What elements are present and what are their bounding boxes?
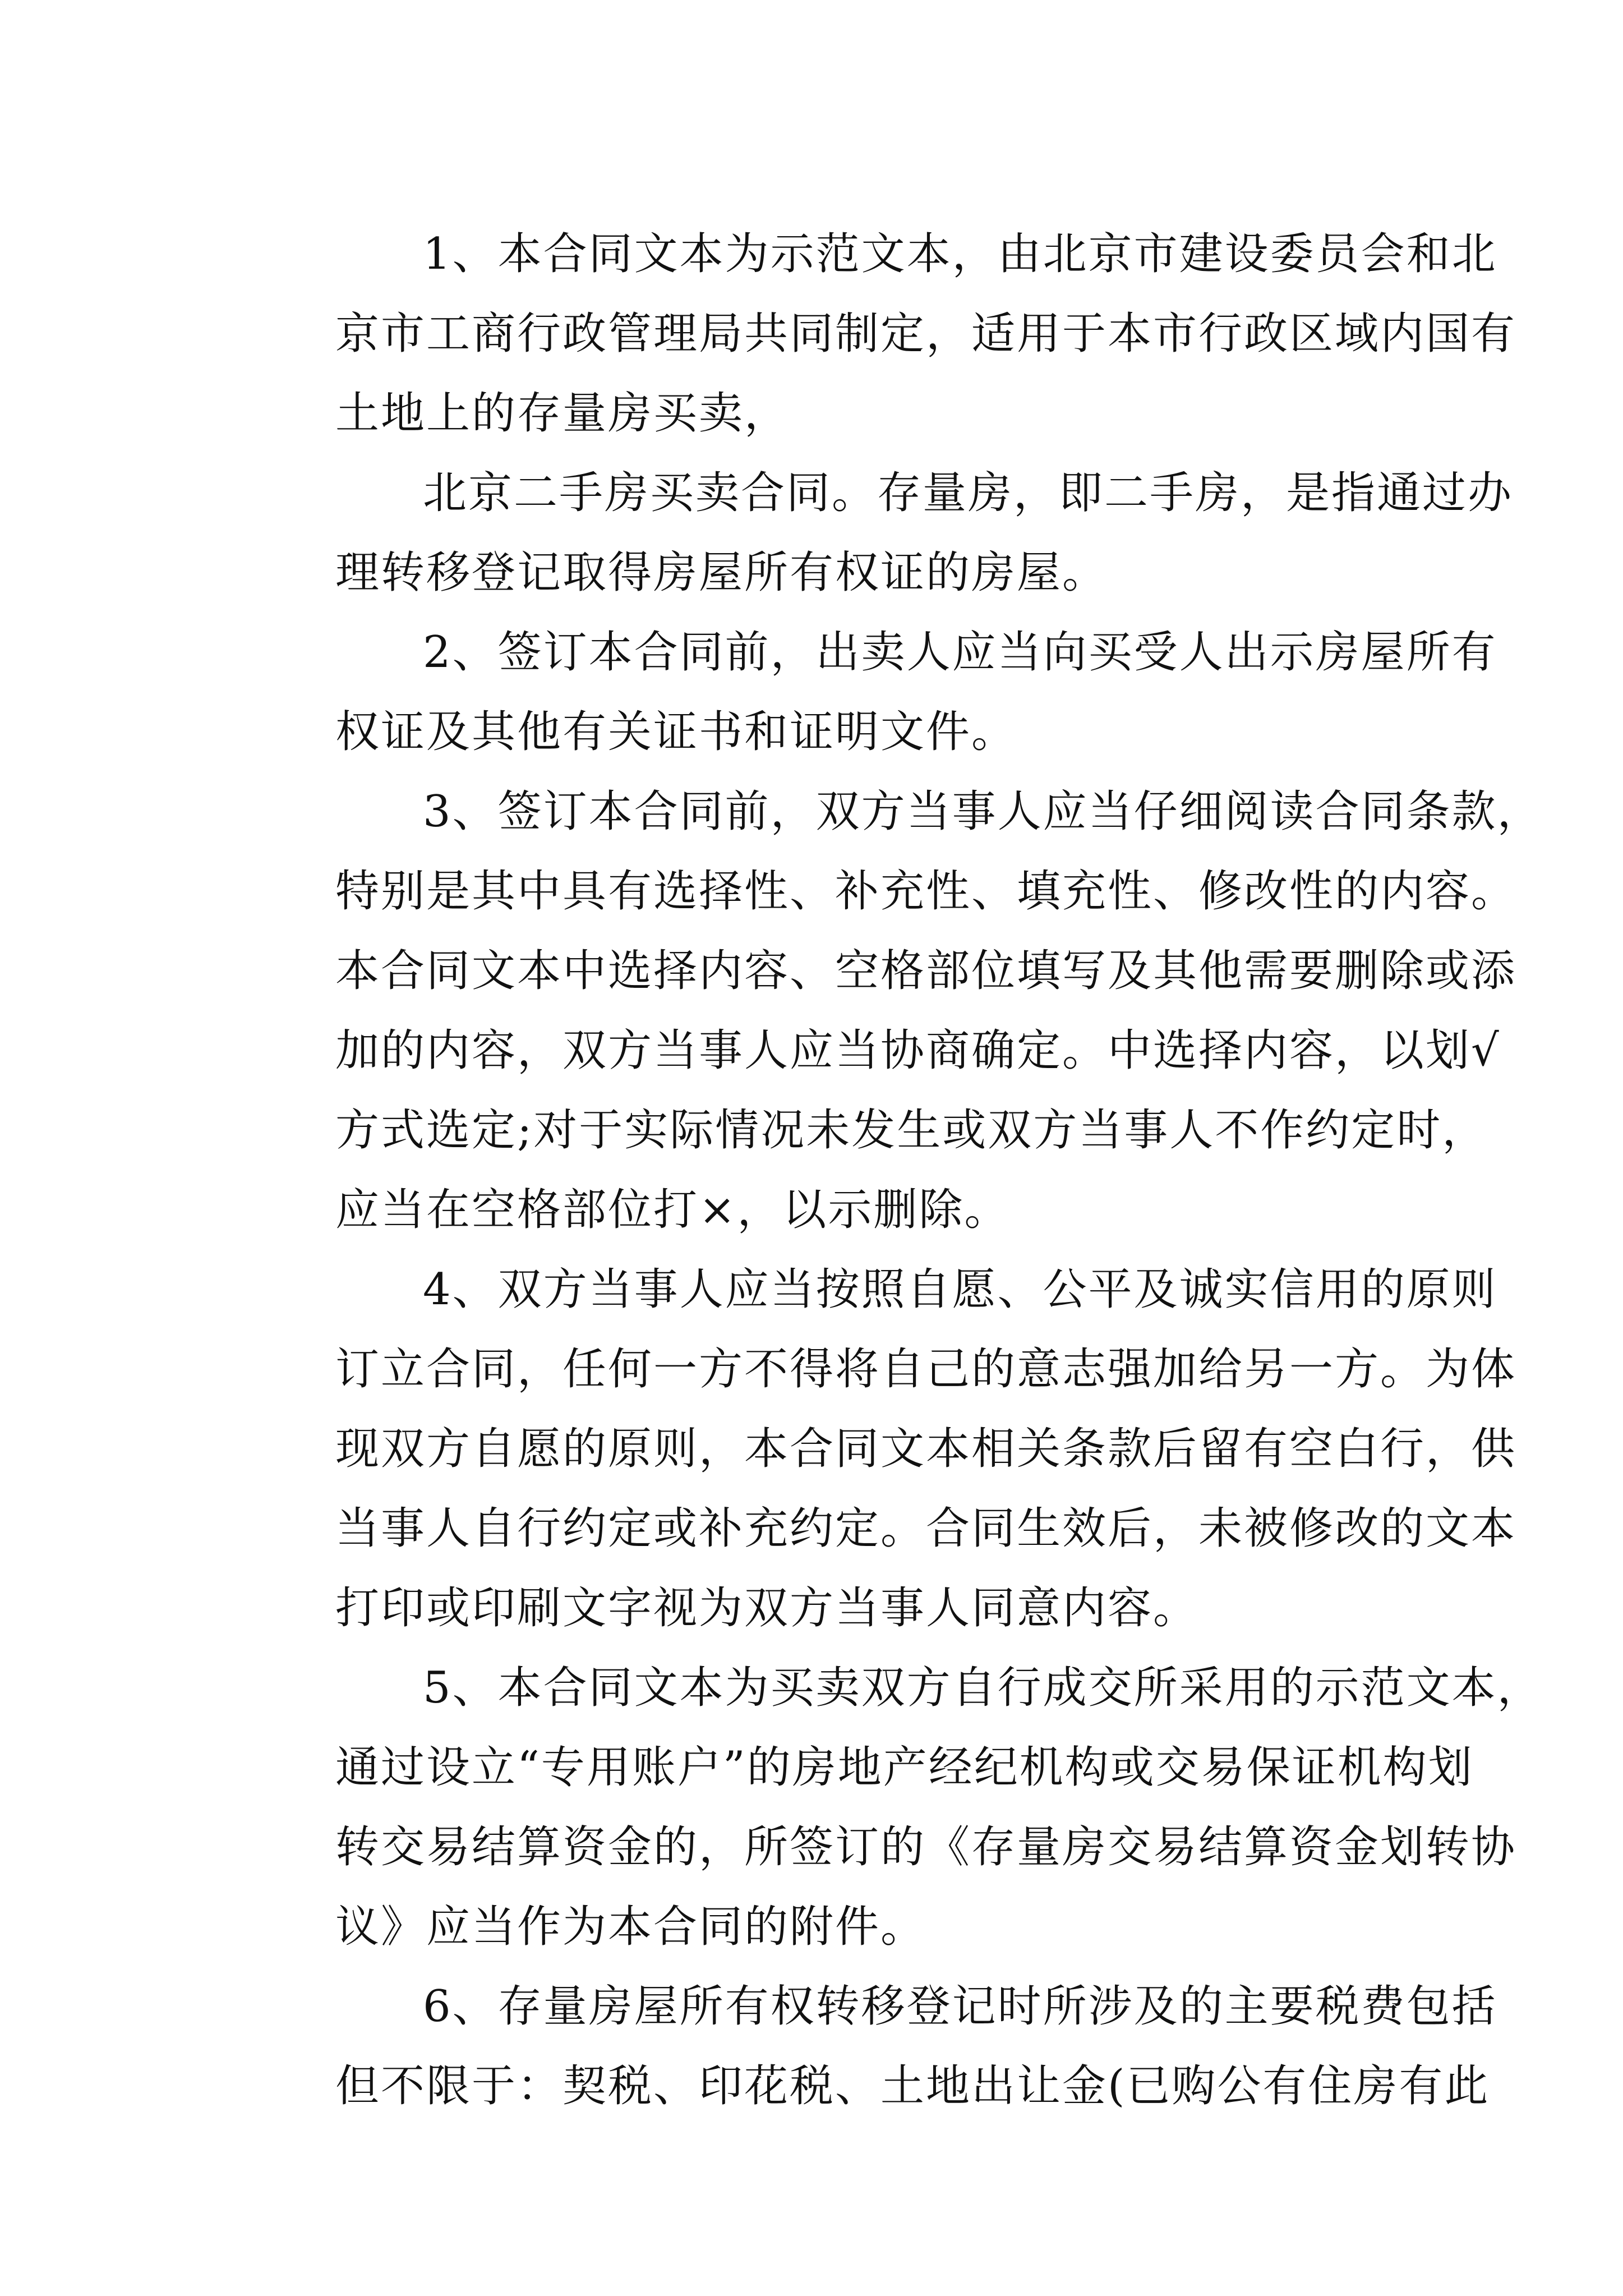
text-line: 1、本合同文本为示范文本，由北京市建设委员会和北 <box>423 229 1497 279</box>
text-line: 现双方自愿的原则，本合同文本相关条款后留有空白行，供 <box>335 1424 1517 1474</box>
paragraph-7 <box>248 1967 1497 2126</box>
text-line: 2、签订本合同前，出卖人应当向买受人出示房屋所有 <box>423 627 1497 678</box>
text-line: 6、存量房屋所有权转移登记时所涉及的主要税费包括 <box>423 1981 1497 2032</box>
document-body <box>248 214 1543 2126</box>
text-line: 应当在空格部位打×，以示删除。 <box>335 1185 1010 1235</box>
text-line: 议》应当作为本合同的附件。 <box>335 1902 926 1952</box>
paragraph-6 <box>248 1648 1543 1967</box>
text-line: 3、签订本合同前，双方当事人应当仔细阅读合同条款， <box>423 786 1543 837</box>
text-line: 5、本合同文本为买卖双方自行成交所采用的示范文本， <box>423 1663 1543 1713</box>
text-line: 京市工商行政管理局共同制定，适用于本市行政区域内国有 <box>335 309 1517 359</box>
text-line: 本合同文本中选择内容、空格部位填写及其他需要删除或添 <box>335 946 1517 996</box>
text-line: 特别是其中具有选择性、补充性、填充性、修改性的内容。 <box>335 866 1517 917</box>
text-line: 土地上的存量房买卖， <box>335 388 790 439</box>
paragraph-2 <box>248 453 1514 613</box>
paragraph-4 <box>248 772 1543 1250</box>
text-line: 订立合同，任何一方不得将自己的意志强加给另一方。为体 <box>335 1344 1517 1395</box>
text-line: 通过设立“专用账户”的房地产经纪机构或交易保证机构划 <box>335 1742 1474 1793</box>
text-line: 理转移登记取得房屋所有权证的房屋。 <box>335 547 1108 598</box>
paragraph-5 <box>248 1250 1517 1648</box>
text-line: 权证及其他有关证书和证明文件。 <box>335 707 1017 757</box>
text-line: 当事人自行约定或补充约定。合同生效后，未被修改的文本 <box>335 1503 1517 1554</box>
text-line: 加的内容，双方当事人应当协商确定。中选择内容，以划√ <box>335 1025 1501 1076</box>
text-line: 4、双方当事人应当按照自愿、公平及诚实信用的原则 <box>423 1264 1497 1315</box>
text-line: 方式选定;对于实际情况未发生或双方当事人不作约定时， <box>335 1105 1488 1156</box>
paragraph-3 <box>248 613 1497 772</box>
text-line: 打印或印刷文字视为双方当事人同意内容。 <box>335 1583 1199 1634</box>
text-line: 转交易结算资金的，所签订的《存量房交易结算资金划转协 <box>335 1822 1517 1872</box>
text-line: 北京二手房买卖合同。存量房，即二手房，是指通过办 <box>423 468 1514 518</box>
paragraph-1 <box>248 214 1517 453</box>
text-line: 但不限于：契税、印花税、土地出让金(已购公有住房有此 <box>335 2061 1490 2111</box>
